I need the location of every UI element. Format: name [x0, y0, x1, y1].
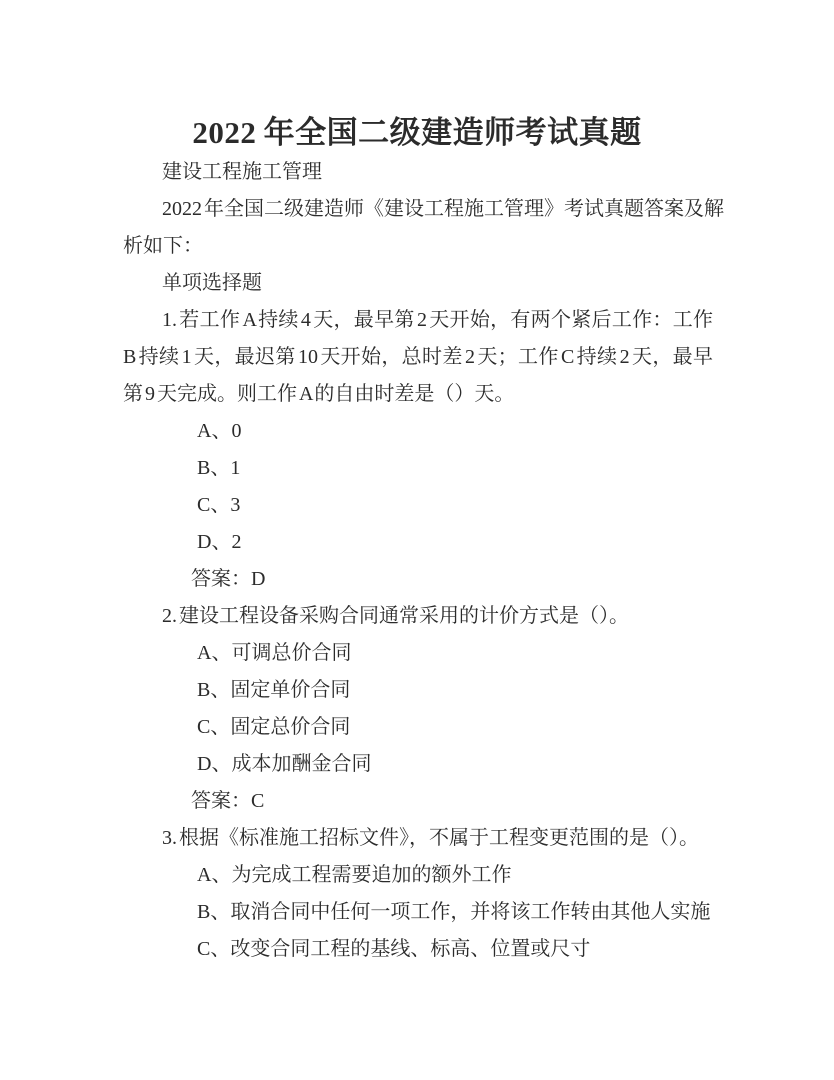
question-1-stem-line: 1. 若工作 A 持续 4 天，最早第 2 天开始，有两个紧后工作：工作	[162, 309, 713, 331]
question-1-stem-line: 第 9 天完成。则工作 A 的自由时差是（）天。	[123, 383, 515, 405]
question-3-option-c: C、改变合同工程的基线、标高、位置或尺寸	[197, 938, 591, 960]
document-body	[123, 154, 724, 968]
question-1-stem-line: B 持续 1 天，最迟第 10 天开始，总时差 2 天；工作 C 持续 2 天，最早	[123, 346, 713, 368]
document-title: 2022 年全国二级建造师考试真题	[192, 114, 642, 150]
question-2-answer: 答案：C	[191, 790, 265, 812]
question-2-stem-line: 2. 建设工程设备采购合同通常采用的计价方式是（）。	[162, 605, 629, 627]
question-2-option-d: D、成本加酬金合同	[197, 753, 372, 775]
question-1-option-a: A、0	[197, 420, 242, 442]
question-1-option-d: D、2	[197, 531, 242, 553]
intro-line: 2022 年全国二级建造师《建设工程施工管理》考试真题答案及解	[162, 198, 724, 220]
question-3-option-b: B、取消合同中任何一项工作，并将该工作转由其他人实施	[197, 901, 711, 923]
question-2-option-c: C、固定总价合同	[197, 716, 351, 738]
question-2-option-b: B、固定单价合同	[197, 679, 351, 701]
section-heading: 单项选择题	[162, 272, 262, 294]
question-2-option-a: A、可调总价合同	[197, 642, 352, 664]
course-subject: 建设工程施工管理	[162, 161, 322, 183]
question-3-option-a: A、为完成工程需要追加的额外工作	[197, 864, 512, 886]
question-1-option-b: B、1	[197, 457, 241, 479]
question-3-stem-line: 3. 根据《标准施工招标文件》，不属于工程变更范围的是（）。	[162, 827, 699, 849]
question-1-option-c: C、3	[197, 494, 241, 516]
question-1-answer: 答案：D	[191, 568, 266, 590]
intro-line: 析如下：	[123, 235, 203, 257]
